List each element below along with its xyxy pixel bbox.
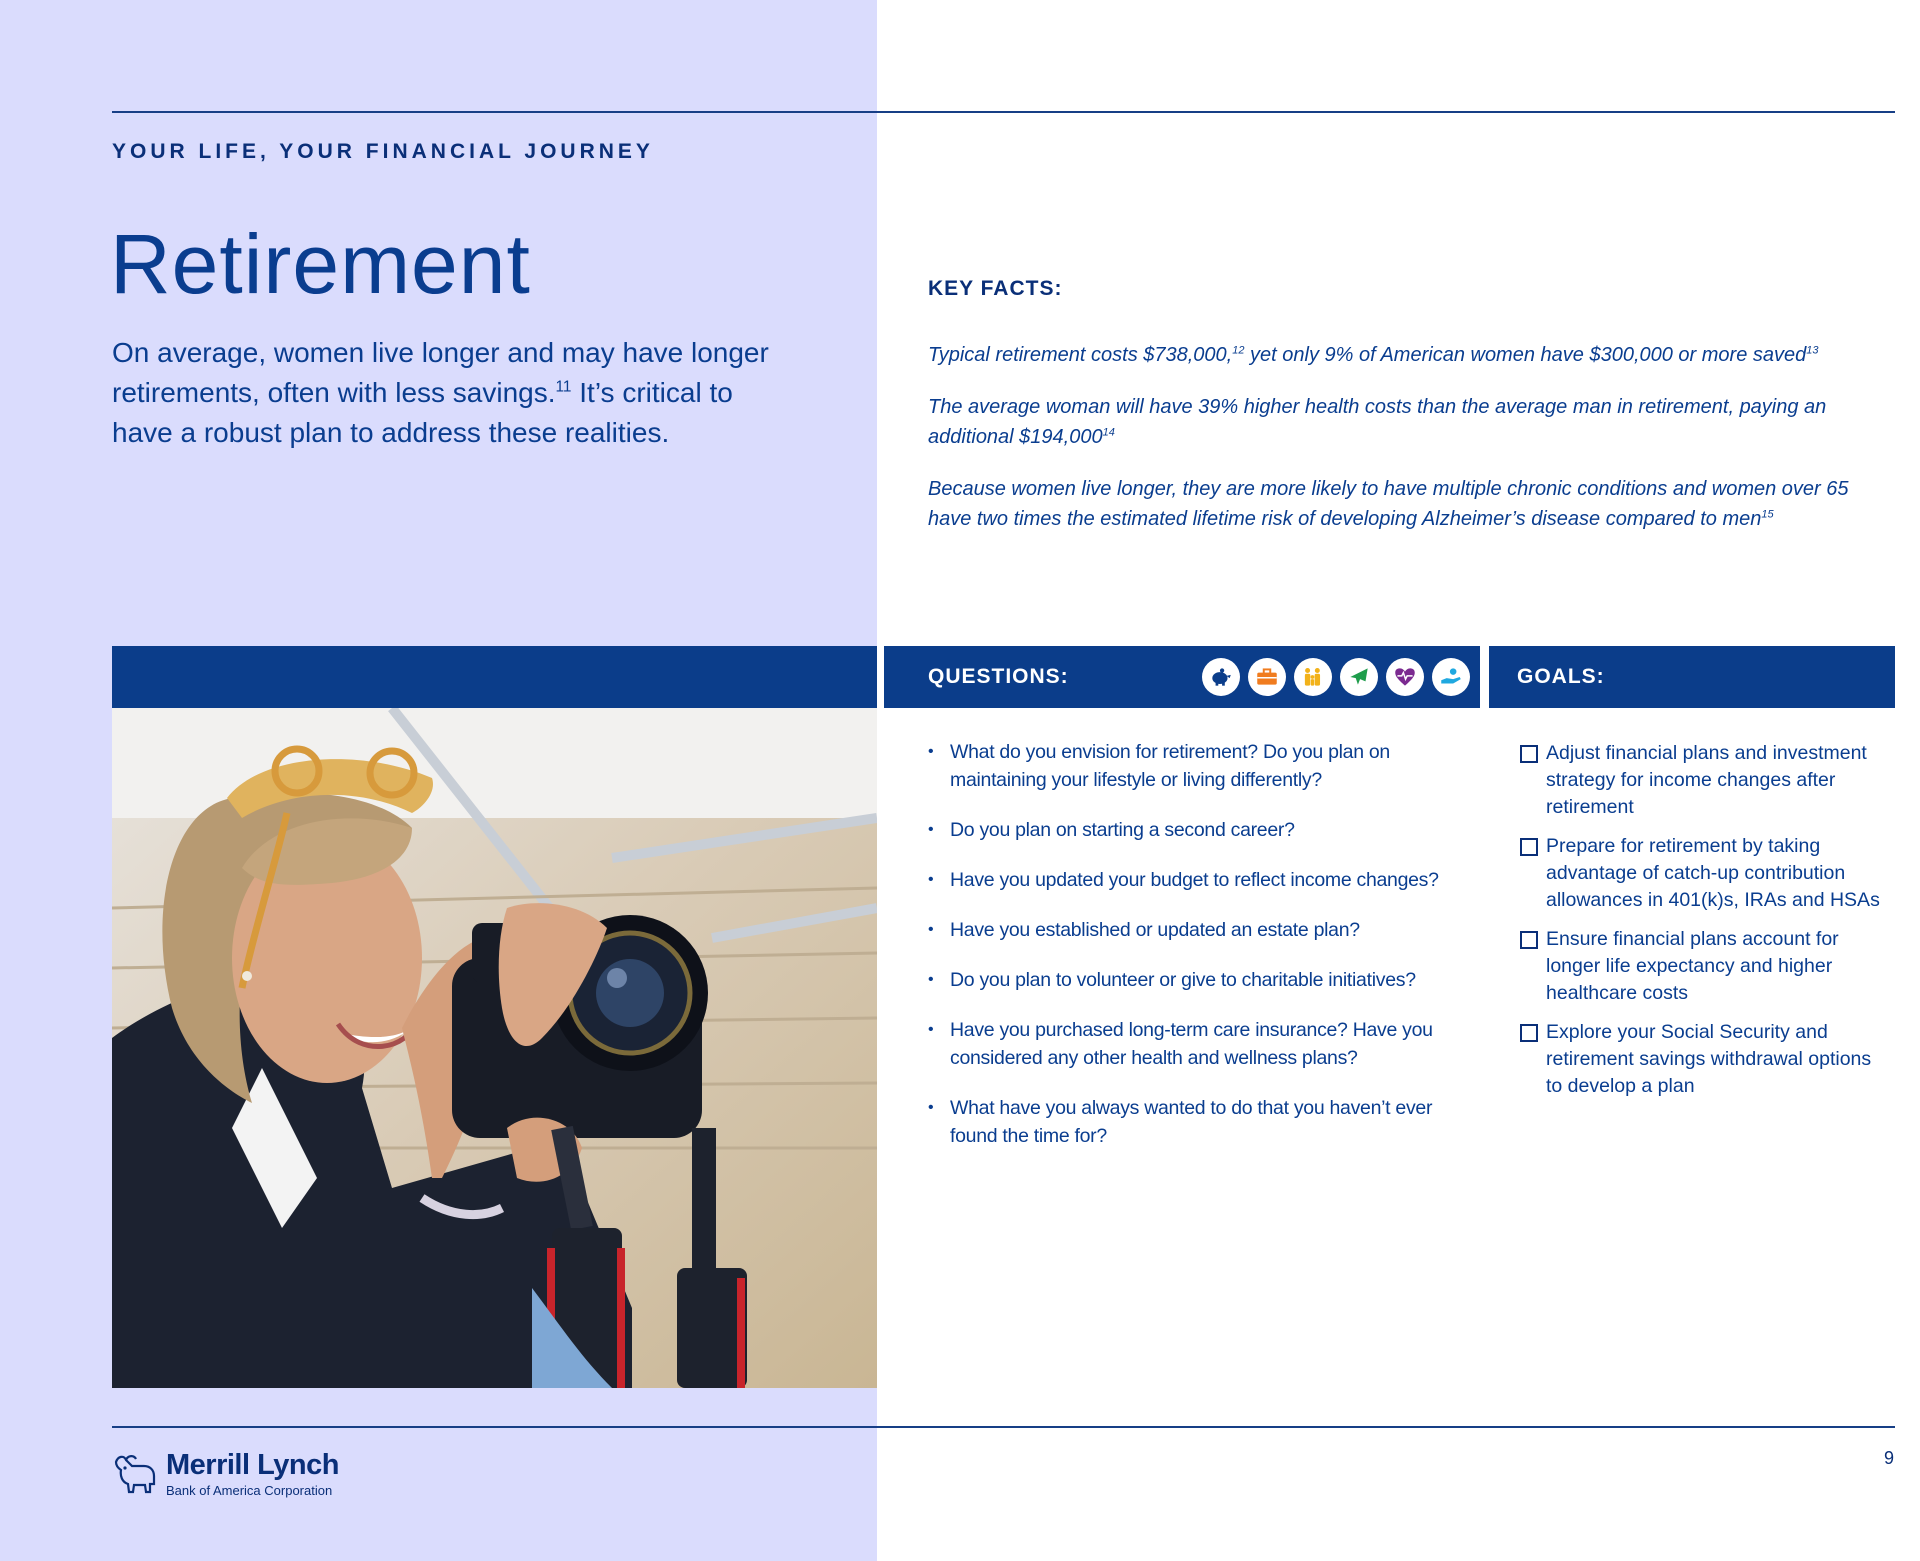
key-fact-text: The average woman will have 39% higher health costs than the average man in retirement, paying an additional $194,000 (928, 396, 1827, 448)
key-fact (928, 340, 1894, 370)
bullet: • (928, 971, 934, 988)
question-text: Have you established or updated an estate plan? (950, 919, 1360, 941)
bullet: • (928, 743, 934, 760)
footnote-ref: 15 (1761, 508, 1774, 521)
goal-item (1520, 1019, 1890, 1100)
top-divider (112, 111, 1895, 113)
key-fact-text: Typical retirement costs $738,000, (928, 344, 1233, 366)
bullet: • (928, 1099, 934, 1116)
footnote-ref: 13 (1806, 344, 1819, 357)
key-facts-list (928, 340, 1894, 556)
goal-item (1520, 833, 1890, 914)
piggy-bank-icon (1202, 658, 1240, 696)
footnote-ref: 11 (555, 378, 572, 396)
family-icon (1294, 658, 1332, 696)
section-eyebrow: YOUR LIFE, YOUR FINANCIAL JOURNEY (112, 140, 654, 163)
goals-band (1489, 646, 1895, 708)
key-fact (928, 474, 1894, 534)
airplane-icon (1340, 658, 1378, 696)
brand-name: Merrill Lynch (166, 1449, 339, 1481)
intro-text: On average, women live longer and may have longer retirements, often with less savings. (112, 337, 769, 408)
question-item (928, 816, 1468, 844)
brand-text (166, 1451, 339, 1498)
bull-logo-icon (112, 1452, 158, 1498)
question-text: Have you purchased long-term care insurance? Have you considered any other health and wellness plans? (950, 1019, 1433, 1069)
page-number: 9 (1883, 1448, 1894, 1468)
life-stage-icons (1202, 658, 1470, 696)
key-fact-text: yet only 9% of American women have $300,000 or more saved (1244, 344, 1807, 366)
heart-pulse-icon (1386, 658, 1424, 696)
questions-list (928, 738, 1468, 1172)
question-text: Do you plan to volunteer or give to charitable initiatives? (950, 969, 1416, 991)
question-item (928, 866, 1468, 894)
page-title: Retirement (110, 217, 531, 311)
goals-heading: GOALS: (1517, 665, 1605, 688)
bullet: • (928, 821, 934, 838)
footnote-ref: 12 (1232, 344, 1245, 357)
goal-text: Prepare for retirement by taking advantage of catch-up contribution allowances in 401(k)s, IRAs and HSAs (1546, 835, 1880, 911)
goal-text: Ensure financial plans account for longer life expectancy and higher healthcare costs (1546, 928, 1839, 1004)
questions-band (884, 646, 1480, 708)
goal-text: Adjust financial plans and investment strategy for income changes after retirement (1546, 742, 1867, 818)
bullet: • (928, 1021, 934, 1038)
brand-subtitle: Bank of America Corporation (166, 1483, 333, 1498)
question-text: What have you always wanted to do that you haven’t ever found the time for? (950, 1097, 1433, 1147)
photo-woman-with-camera (112, 708, 877, 1388)
goal-checkbox[interactable] (1520, 1024, 1538, 1042)
question-item (928, 1094, 1468, 1150)
question-item (928, 1016, 1468, 1072)
briefcase-icon (1248, 658, 1286, 696)
intro-text: It’s critical to have a robust plan to address these realities. (112, 377, 733, 448)
question-text: Have you updated your budget to reflect income changes? (950, 869, 1439, 891)
questions-heading: QUESTIONS: (928, 665, 1069, 688)
key-fact-text: Because women live longer, they are more likely to have multiple chronic conditions and women over 65 have two times the estimated lifetime risk of developing Alzheimer’s disease compared to men (928, 478, 1849, 530)
bottom-divider (112, 1426, 1895, 1428)
bullet: • (928, 921, 934, 938)
question-text: What do you envision for retirement? Do you plan on maintaining your lifestyle or living differently? (950, 741, 1390, 791)
question-item (928, 738, 1468, 794)
photo-header-band (112, 646, 877, 708)
goals-checklist (1520, 740, 1890, 1112)
goal-checkbox[interactable] (1520, 745, 1538, 763)
question-item (928, 916, 1468, 944)
footnote-ref: 14 (1102, 426, 1115, 439)
question-text: Do you plan on starting a second career? (950, 819, 1295, 841)
question-item (928, 966, 1468, 994)
goal-text: Explore your Social Security and retirement savings withdrawal options to develop a plan (1546, 1021, 1872, 1097)
bullet: • (928, 871, 934, 888)
key-fact (928, 392, 1894, 452)
goal-checkbox[interactable] (1520, 838, 1538, 856)
goal-checkbox[interactable] (1520, 931, 1538, 949)
goal-item (1520, 926, 1890, 1007)
goal-item (1520, 740, 1890, 821)
merrill-lynch-logo (112, 1451, 339, 1498)
key-facts-heading: KEY FACTS: (928, 277, 1063, 300)
intro-paragraph (112, 333, 792, 453)
hand-care-icon (1432, 658, 1470, 696)
